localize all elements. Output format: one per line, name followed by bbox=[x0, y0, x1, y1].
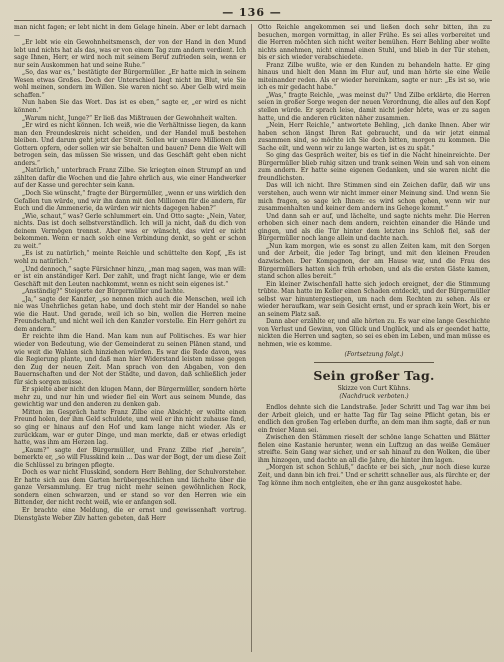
paragraph: Er reichte ihm die Hand. Man kam nun auf Politisches. Es war hier wieder von Bedeutung, wie der Gemeinderat zu seinen Plänen stand, und wie weit die Wahlen sich hinziehen würden. Es war die Rede davon, was die Regierung plante, und daß man hier Widerstand leisten müsse gegen den Zug der neuen Zeit. Man sprach von den Abgaben, von den Bauernschaften und der Not der Städte, und davon, daß schließlich jeder für sich sorgen müsse. bbox=[14, 333, 246, 386]
paragraph: „Es ist zu natürlich,“ meinte Reichle und schüttelte den Kopf, „Es ist wohl zu natürlich.“ bbox=[14, 250, 246, 265]
paragraph: „Natürlich,“ unterbrach Franz Zilbe. Sie kriegten einen Strumpf an und zählten dafür die Wochen und die Jahre ehrlich aus, wie einer Handwerker auf der Kasse und gerechter sein kann. bbox=[14, 167, 246, 190]
paragraph: „Er lebt wie ein Gewohnheitsmensch, der von der Hand in den Mund lebt und nichts hat als das, was er von einem Tag zum andern verdient. Ich sage Ihnen, Herr, er wird noch mit seinem Beruf zufrieden sein, wenn er nur sein Auskommen hat und seine Ruhe.“ bbox=[14, 39, 246, 69]
paragraph: „Warum nicht, Junge?“ Er ließ das Mißtrauen der Gewohnheit walten. bbox=[22, 114, 238, 122]
paragraph: „Kaum?“ sagte der Bürgermüller, und Franz Zilbe rief „herein“, bemerkte er, „so will Flusskind kein ... Das war der Bogt, der um diese Zeit die Schlüssel zu bringen pflegte. bbox=[14, 446, 246, 469]
paragraph: „So, das war es,“ bestätigte der Bürgermüller. „Er hatte mich in seinem Wesen etwas Großes. Doch der Unterschied liegt nicht im Blut, wie Sie wohl meinen, sondern im Willen. Sie waren nicht so. Aber Gelb wird mein schaffen.“ bbox=[14, 69, 246, 99]
story-body bbox=[258, 404, 490, 487]
paragraph: man nicht fagen; er lebt nicht in dem Gelage hinein. Aber er lebt darnach — bbox=[14, 24, 246, 39]
paragraph: „Doch Sie wünscht,“ fragte der Bürgermüller, „wenn er uns wirklich den Gefallen tun würde, und wir ihn dann mit den Millionen für die andern, für Euch und die Ammenerie, da würden wir nichts dagegen haben?“ bbox=[14, 190, 246, 213]
paragraph: „Anständig?“ Steigerte der Bürgermüller und lachte. bbox=[22, 288, 185, 296]
paragraph: Doch es war nicht Flusskind, sondern Herr Behling, der Schulvorsteher. Er hatte sich aus dem Garten herübergeschlichen und lächelte über die ganze Versammlung. Er trug nicht mehr seinen gewöhnlichen Rock, sondern einen schwarzen, und er stand so vor den Herren wie ein Bittender, der nicht recht weiß, wie er anfangen soll. bbox=[14, 469, 246, 507]
story-byline: Skizze von Curt Kühns. bbox=[337, 385, 411, 393]
paragraph: Nun haben Sie das Wort. Das ist es eben,“ sagte er, „er wird es nicht können.“ bbox=[14, 99, 246, 115]
section-separator bbox=[314, 362, 434, 363]
paragraph: „Nein, Herr Reichle,“ antwortete Behling, „ich danke Ihnen. Aber wir haben schon längst Ihren Rat gebraucht, und da wir jetzt einmal zusammen sind, so möchte ich Sie doch bitten, morgen zu kommen. Die Sache eilt, und wenn wir zu lange warten, ist es zu spät.“ bbox=[258, 122, 490, 152]
paragraph: Das will ich nicht. Ihre Stimmen sind ein Zeichen dafür, daß wir uns verstehen, auch wenn wir nicht immer einer Meinung sind. Und wenn Sie mich fragen, so sage ich Ihnen: es wird schon gehen, wenn wir nur zusammenhalten und keiner dem andern ins Gehege kommt.“ bbox=[258, 182, 490, 213]
paragraph: Ein kleiner Zwischenfall hatte sich jedoch ereignet, der die Stimmung trübte. Man hatte im Keller einen Schaden entdeckt, und der Bürgermüller selbst war hinuntergestiegen, um nach dem Rechten zu sehen. Als er wieder heraufkam, war sein Gesicht ernst, und er sprach kein Wort, bis er an seinem Platz saß. bbox=[258, 280, 490, 318]
paragraph: „Ja,“ sagte der Kanzler, „so nennen mich auch die Menschen, weil ich nie was Unehrliches getan habe, und doch steht mir der Handel so nahe wie die Haut. Und gerade, weil ich so bin, wollen die Herren meine Freundschaft, und nicht weil ich den Kanzler vorstelle. Ein Herr gehört zu dem andern.“ bbox=[14, 295, 246, 333]
paragraph: Und dann sah er auf, und lächelte, und sagte nichts mehr. Die Herren erhoben sich einer nach dem andern, reichten einander die Hände und gingen, und als die Tür hinter dem letzten ins Schloß fiel, saß der Bürgermüller noch lange allein und dachte nach. bbox=[258, 212, 490, 243]
paragraph: Otto Reichle angekommen sei und ließen doch sehr bitten, ihn zu besuchen, morgen vormittag, in aller Frühe. Es sei alles vorbereitet und die Herren möchten sich nicht weiter bemühen. Herr Behling aber wollte nichts annehmen, nicht einmal einen Stuhl, und blieb in der Tür stehen, bis er sich wieder verabschiedete. bbox=[258, 24, 490, 62]
paragraph: Dann aber erzählte er, und alle hörten zu. Es war eine lange Geschichte von Verlust und Gewinn, von Glück und Unglück, und als er geendet hatte, nickten die Herren und sagten, so sei es eben im Leben, und man müsse es nehmen, wie es komme. bbox=[258, 318, 490, 348]
paragraph: „Was,“ fragte Reichle, „was meinst du?“ Und Zilbe erklärte, die Herren seien in großer Sorge wegen der neuen Verordnung, die alles auf den Kopf stellen würde. Er sprach leise, damit nicht jeder hörte, was er zu sagen hatte, und die anderen rückten näher zusammen. bbox=[258, 91, 490, 122]
paragraph: „Nun kam morgen, wie es sonst zu allen Zeiten kam, mit den Sorgen und der Arbeit, die jeder Tag bringt, und mit den kleinen Freuden dazwischen. Der Kompagnon, der am Hause war, und die Frau des Bürgermüllers hatten sich früh erhoben, und als die ersten Gäste kamen, stand schon alles bereit.“ bbox=[258, 242, 490, 281]
page-number: — 136 — bbox=[222, 6, 282, 19]
column-divider bbox=[251, 24, 252, 652]
paragraph: Franz Zilbe wußte, wie er den Kunden zu behandeln hatte. Er ging hinaus und hielt den Mann im Flur auf, und man hörte sie eine Weile miteinander reden. Als er wieder hereinkam, sagte er nur: „Es ist so, wie ich es mir gedacht habe.“ bbox=[258, 61, 490, 92]
story-reprint-note: (Nachdruck verboten.) bbox=[339, 393, 409, 401]
story-paragraph: Endlos dehnte sich die Landstraße. Jeder Schritt und Tag war ihm bei der Arbeit gleich, und er hatte Tag für Tag seine Pflicht getan, bis er endlich den großen Tag erleben durfte, an dem man ihm sagte, daß er nun ein freier Mann sei. bbox=[258, 404, 490, 434]
continuation-note: (Fortsetzung folgt.) bbox=[344, 350, 404, 358]
right-column bbox=[258, 24, 490, 652]
paragraph: Er brachte eine Meldung, die er ernst und gewissenhaft vortrug. Dienstgäste Weber Zilv hatten gebeten, daß Herr bbox=[14, 507, 246, 522]
paragraph: So ging das Gespräch weiter, bis es tief in die Nacht hineinreichte. Der Bürgermüller blieb ruhig sitzen und trank seinen Wein und sah von einem zum andern. Er hatte seine eigenen Gedanken, und sie waren nicht die freundlichsten. bbox=[258, 152, 490, 182]
story-title: Sein großer Tag. bbox=[313, 368, 435, 384]
header-rule bbox=[14, 20, 492, 21]
paragraph: „Und dennoch,“ sagte Fürsichner hinzu, „man mag sagen, was man will: er ist ein anständiger Kerl. Der zahlt, und fragt nicht lange, wie er dem Geschäft mit den Leuten nachkommt, wenn es nicht sein eigenes ist.“ bbox=[14, 265, 246, 288]
left-column bbox=[14, 24, 246, 652]
paragraph: „Er wird es nicht können. Ich weiß, wie die Verhältnisse liegen, da kann man den Freundeskreis nicht scheiden, und der Handel muß bestehen bleiben. Und darum geht jetzt der Streit. Sollen wir unsere Millionen den Gottern opfern, oder sollen wir sie behalten und bauen? Denn die Welt will betrogen sein, das müssen Sie wissen, und das Geschäft geht eben nicht anders.“ bbox=[14, 122, 246, 167]
story-paragraph: „Morgen ist schon Schluß,“ dachte er bei sich, „nur noch diese kurze Zeit, und dann bin ich frei.“ Und er schritt schneller aus, als fürchte er, der Tag könne ihm noch entgleiten, ehe er ihn ganz ausgekostet habe. bbox=[258, 464, 490, 487]
paragraph: „Wie, schaut,“ was? Gerle schlummert ein. Und Otto sagte: „Nein, Vater, nichts. Das ist doch selbstverständlich. Ich will ja nicht, daß du dich von deinem Vermögen trennst. Aber was er wünscht, das wird er nicht bekommen. Wenn er nach solch eine Verbindung denkt, so geht er schon zu weit.“ bbox=[14, 212, 246, 250]
paragraph: Mitten im Gespräch hatte Franz Zilbe eine Absicht; er wollte einen Freund holen, der ihm Geld schuldete, und weil er ihn nicht zuhause fand, so ging er hinaus auf den Hof und kam lange nicht wieder. Als er zurückkam, war er guter Dinge, und man merkte, daß er etwas erledigt hatte, was ihm am Herzen lag. bbox=[14, 408, 246, 447]
paragraph: Er spielte aber nicht den klugen Mann, der Bürgermüller, sondern hörte mehr zu, und nur hin und wieder fiel ein Wort aus seinem Munde, das gewichtig war und den anderen zu denken gab. bbox=[14, 386, 246, 409]
serial-continuation bbox=[258, 24, 490, 349]
story-paragraph: Zwischen den Stämmen rieselt der schöne lange Schatten und Blätter fielen eine Kastanie herunter, wenn ein Luftzug an das weiße Gemäuer streifte. Sein Gang war sicher, und er sah hinauf zu den Wolken, die über ihm hinzogen, und dachte an all die Jahre, die hinter ihm lagen. bbox=[258, 434, 490, 464]
